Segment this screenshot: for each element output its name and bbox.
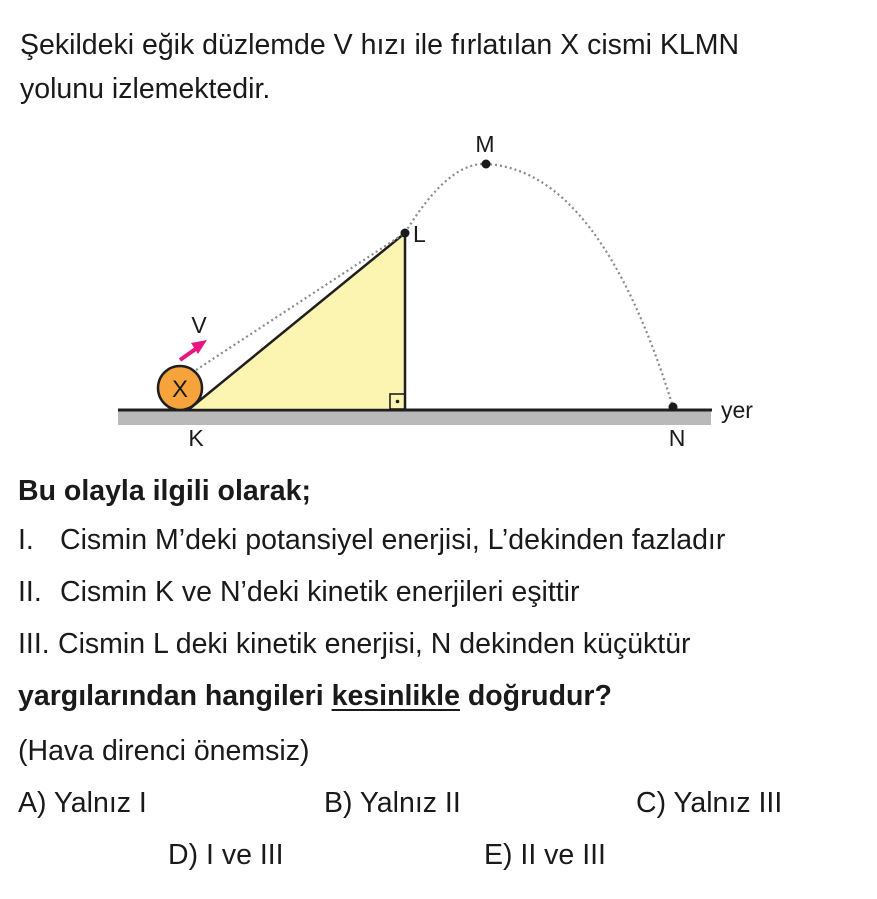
prompt-after: doğrudur? bbox=[459, 680, 612, 712]
option-c[interactable]: C) Yalnız III bbox=[636, 787, 783, 819]
label-k: K bbox=[188, 425, 204, 451]
ball-label: X bbox=[171, 376, 189, 403]
velocity-arrow bbox=[180, 348, 197, 360]
question-line-1: Şekildeki eğik düzlemde V hızı ile fırlatılan X cismi KLMN bbox=[20, 29, 740, 61]
option-a[interactable]: A) Yalnız I bbox=[18, 787, 147, 819]
question-line-2: yolunu izlemektedir. bbox=[20, 73, 271, 105]
statement-2-number: II. bbox=[18, 576, 42, 608]
label-l: L bbox=[413, 221, 426, 247]
statement-3-number: III. bbox=[18, 628, 50, 660]
incline-ramp bbox=[188, 233, 405, 410]
statement-3-text: Cismin L deki kinetik enerjisi, N dekinden küçüktür bbox=[58, 628, 691, 660]
prompt-before: yargılarından hangileri bbox=[18, 680, 332, 712]
question-stem: Bu olayla ilgili olarak; bbox=[18, 475, 312, 507]
right-angle-dot bbox=[396, 400, 400, 404]
velocity-label: V bbox=[191, 312, 207, 338]
question-prompt bbox=[18, 679, 612, 713]
air-resistance-note: (Hava direnci önemsiz) bbox=[18, 735, 310, 767]
statement-2-text: Cismin K ve N’deki kinetik enerjileri eşittir bbox=[60, 576, 580, 608]
option-d[interactable]: D) I ve III bbox=[168, 839, 284, 871]
statement-1-text: Cismin M’deki potansiyel enerjisi, L’dekinden fazladır bbox=[60, 524, 726, 556]
point-n bbox=[669, 403, 678, 412]
statement-2 bbox=[18, 575, 580, 609]
point-l bbox=[401, 229, 410, 238]
ground-shadow bbox=[118, 410, 711, 425]
option-e[interactable]: E) II ve III bbox=[484, 839, 606, 871]
option-b[interactable]: B) Yalnız II bbox=[324, 787, 461, 819]
prompt-underlined: kesinlikle bbox=[331, 680, 460, 712]
point-m bbox=[482, 160, 491, 169]
label-n: N bbox=[668, 425, 686, 451]
label-m: M bbox=[475, 131, 495, 157]
statement-3 bbox=[18, 627, 691, 661]
label-ground: yer bbox=[721, 397, 753, 423]
statement-1-number: I. bbox=[18, 524, 34, 556]
statement-1 bbox=[18, 523, 725, 557]
